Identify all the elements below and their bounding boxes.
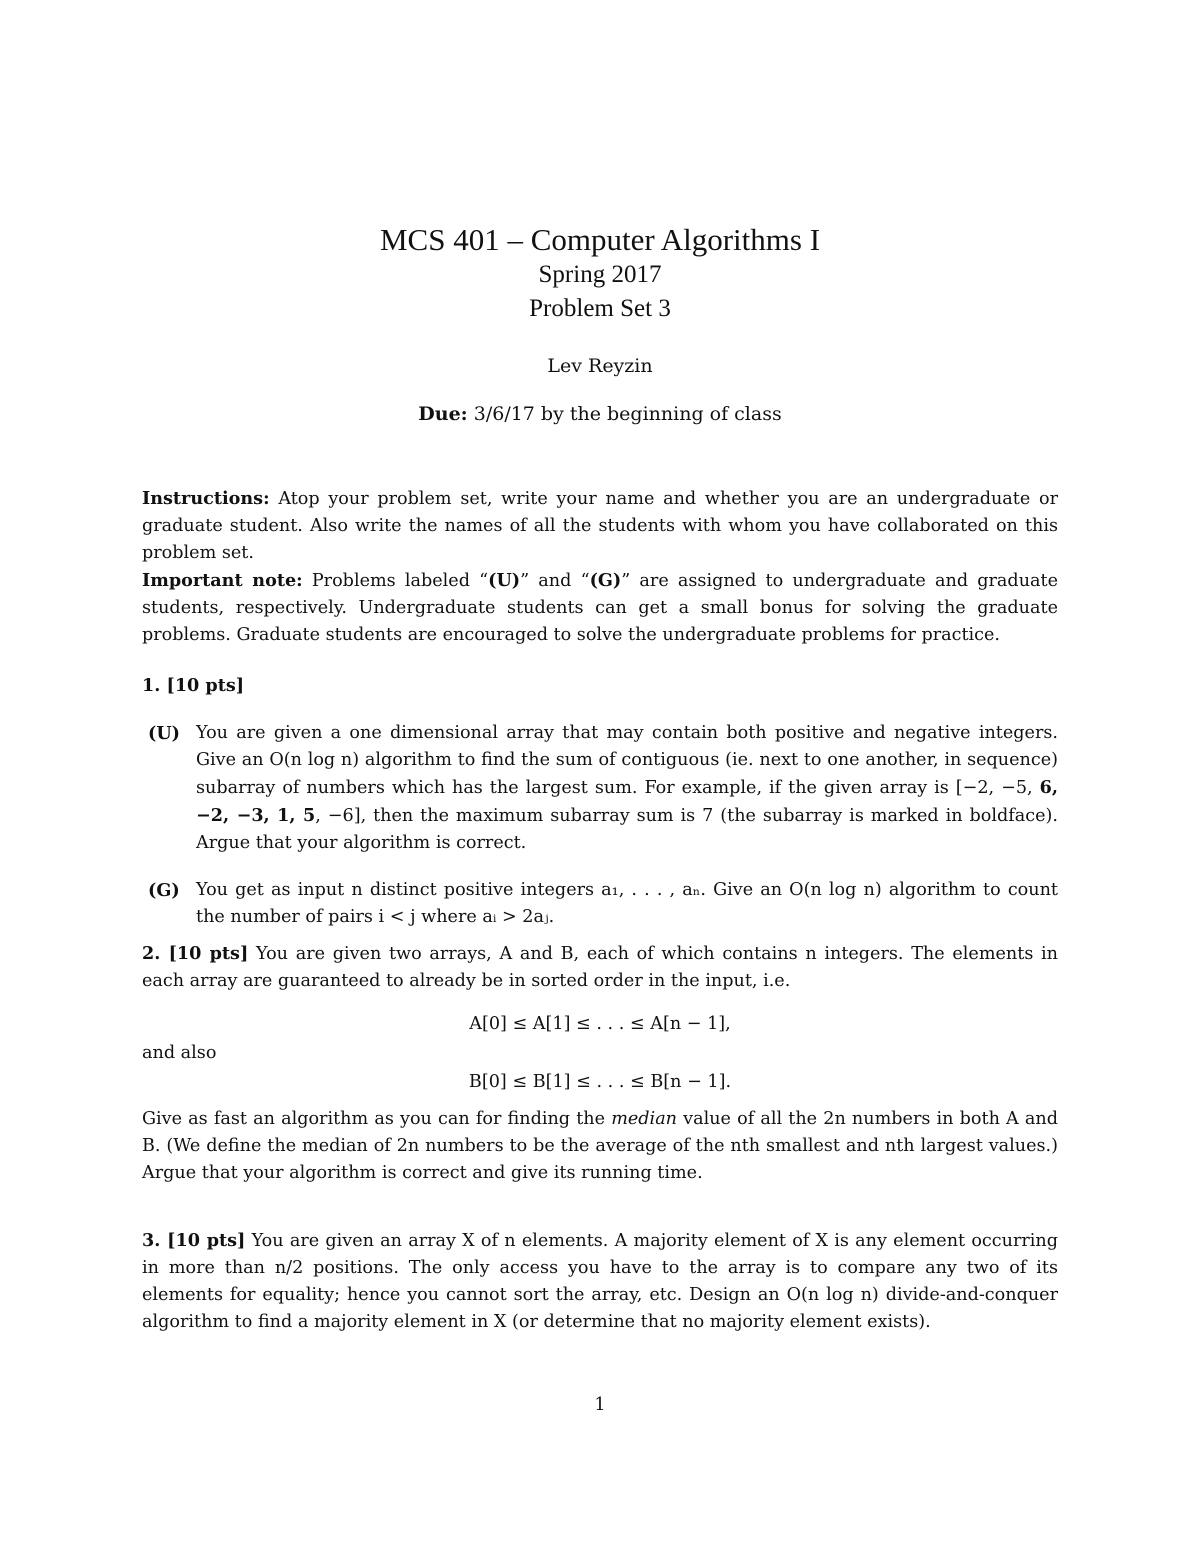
p2-text-2b: value of all the 2n numbers in both A and B. (We define the median of 2n numbers to be the average of the nth smallest and nth largest values.) Argue that your algorithm is correct and give its running time. (142, 1109, 1059, 1183)
grad-tag: (G) (148, 880, 180, 901)
problem-3-paragraph (142, 1227, 1058, 1336)
median-emphasis: median (611, 1109, 678, 1129)
problem-1-undergrad-text (196, 720, 1058, 857)
problem-3-text: You are given an array X of n elements. A majority element of X is any element occurring in more than n/2 positions. The only access you have to the array is to compare any two of its elements for equality; hence you cannot sort the array, etc. Design an O(n log n) divide-and-conquer algorithm to find a majority element in X (or determine that no majority element exists). (142, 1231, 1059, 1332)
p1u-text-2: , −6], then the maximum subarray sum is 7 (the subarray is marked in boldface). Argue that your algorithm is correct. (196, 806, 1058, 853)
problem-2-text-1: You are given two arrays, A and B, each of which contains n integers. The elements in each array are guaranteed to already be in sorted order in the input, i.e. (142, 944, 1059, 991)
note-pre: Problems labeled “ (311, 571, 489, 591)
term: Spring 2017 (538, 261, 662, 288)
problem-1-undergrad (142, 720, 1058, 857)
page-number: 1 (594, 1395, 606, 1415)
and-also-text: and also (142, 1043, 217, 1063)
important-note-label: Important note: (142, 570, 303, 591)
title-block (142, 222, 1058, 426)
problem-2-heading: 2. [10 pts] (142, 943, 249, 964)
due-line (142, 402, 1058, 426)
undergrad-tag: (U) (148, 723, 180, 744)
equation-a: A[0] ≤ A[1] ≤ . . . ≤ A[n − 1], (469, 1014, 731, 1034)
document-page (142, 0, 1058, 1553)
problem-1 (142, 672, 1058, 931)
problem-set-title: Problem Set 3 (529, 295, 671, 322)
problem-2-intro (142, 940, 1058, 995)
p2-text-2a: Give as fast an algorithm as you can for finding the (142, 1109, 612, 1129)
problem-1-heading-text: 1. [10 pts] (142, 675, 245, 696)
note-post: ” are assigned to undergraduate and graduate students, respectively. Undergraduate students can get a small bonus for solving the graduate problems. Graduate students are encouraged to solve the undergraduate problems for practice. (142, 571, 1058, 645)
problem-3 (142, 1227, 1058, 1336)
problem-2 (142, 940, 1058, 1187)
p1u-text-1: You are given a one dimensional array that may contain both positive and negative integers. Give an O(n log n) algorithm to find the sum of contiguous (ie. next to one another, in sequence) subarray of numbers which has the largest sum. For example, if the given array is [−2, −5, (196, 723, 1058, 798)
author-name: Lev Reyzin (547, 355, 653, 377)
problem-1-grad-text: You get as input n distinct positive integers a₁, . . . , aₙ. Give an O(n log n) algorithm to count the number of pairs i < j where aᵢ > 2aⱼ. (196, 880, 1058, 927)
p1u-bold-subarray: 6, −2, −3, 1, 5 (196, 777, 1058, 826)
problem-1-heading (142, 672, 1058, 700)
due-label: Due: (418, 403, 468, 425)
course-title: MCS 401 – Computer Algorithms I (379, 222, 821, 257)
problem-2-text-2 (142, 1106, 1058, 1187)
problem-1-grad (142, 877, 1058, 931)
equation-b: B[0] ≤ B[1] ≤ . . . ≤ B[n − 1]. (468, 1072, 732, 1092)
instructions-paragraph (142, 485, 1058, 567)
note-u-tag: (U) (488, 570, 521, 591)
important-note-paragraph (142, 567, 1058, 649)
instructions-label: Instructions: (142, 488, 270, 509)
note-mid: ” and “ (520, 571, 590, 591)
due-text: 3/6/17 by the beginning of class (473, 403, 782, 425)
note-g-tag: (G) (589, 570, 622, 591)
instructions-text: Atop your problem set, write your name and whether you are an undergraduate or graduate student. Also write the names of all the students with whom you have collaborated on this problem set. (142, 489, 1059, 563)
instructions-section (142, 485, 1058, 649)
problem-3-heading: 3. [10 pts] (142, 1230, 246, 1251)
